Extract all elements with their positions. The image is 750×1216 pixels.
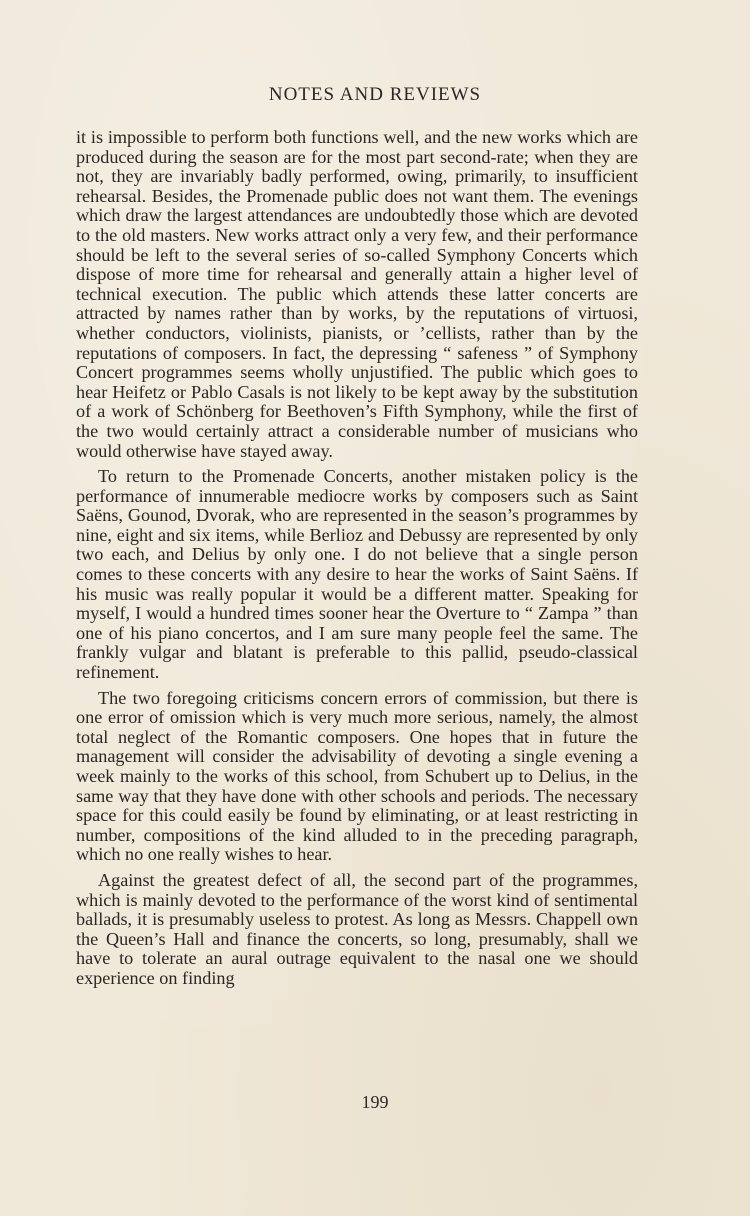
paragraph: The two foregoing criticisms concern errors of commission, but there is one error of omission which is very much more serious, namely, the almost total neglect of the Romantic composers. One hopes that in future the management will consider the advisability of devoting a single evening a week mainly to the works of this school, from Schubert up to Delius, in the same way that they have done with other schools and periods. The necessary space for this could easily be found by eliminating, or at least restricting in number, compositions of the kind alluded to in the preceding paragraph, which no one really wishes to hear. (76, 687, 638, 865)
running-head: NOTES AND REVIEWS (268, 84, 482, 105)
paragraph: it is impossible to perform both functions well, and the new works which are produced during the season are for the most part second-rate; when they are not, they are invariably badly performed, owing, primarily, to insufficient rehearsal. Besides, the Promenade public does not want them. The evenings which draw the largest attendances are undoubtedly those which are devoted to the old masters. New works attract only a very few, and their performance should be left to the several series of so-called Symphony Concerts which dispose of more time for rehearsal and generally attain a higher level of technical execution. The public which attends these latter concerts are attracted by names rather than by works, by the reputations of virtuosi, whether conductors, violinists, pianists, or ’cellists, rather than by the reputations of composers. In fact, the depressing “ safeness ” of Symphony Concert programmes seems wholly unjustified. The public which goes to hear Heifetz or Pablo Casals is not likely to be kept away by the substitution of a work of Schönberg for Beethoven’s Fifth Symphony, while the first of the two would certainly attract a considerable number of musicians who would otherwise have stayed away. (76, 127, 638, 461)
paragraph: To return to the Promenade Concerts, another mistaken policy is the performance of innumerable mediocre works by composers such as Saint Saëns, Gounod, Dvorak, who are represented in the season’s programmes by nine, eight and six items, while Berlioz and Debussy are represented by only two each, and Delius by only one. I do not believe that a single person comes to these concerts with any desire to hear the works of Saint Saëns. If his music was really popular it would be a different matter. Speaking for myself, I would a hundred times sooner hear the Overture to “ Zampa ” than one of his piano concertos, and I am sure many people feel the same. The frankly vulgar and blatant is preferable to this pallid, pseudo-classical refinement. (76, 466, 638, 683)
page-number: 199 (361, 1092, 389, 1112)
paragraph: Against the greatest defect of all, the second part of the programmes, which is mainly devoted to the performance of the worst kind of sentimental ballads, it is presumably useless to protest. As long as Messrs. Chappell own the Queen’s Hall and finance the concerts, so long, presumably, shall we have to tolerate an aural outrage equivalent to the nasal one we should experience on finding (76, 869, 638, 988)
body-text (76, 128, 638, 989)
